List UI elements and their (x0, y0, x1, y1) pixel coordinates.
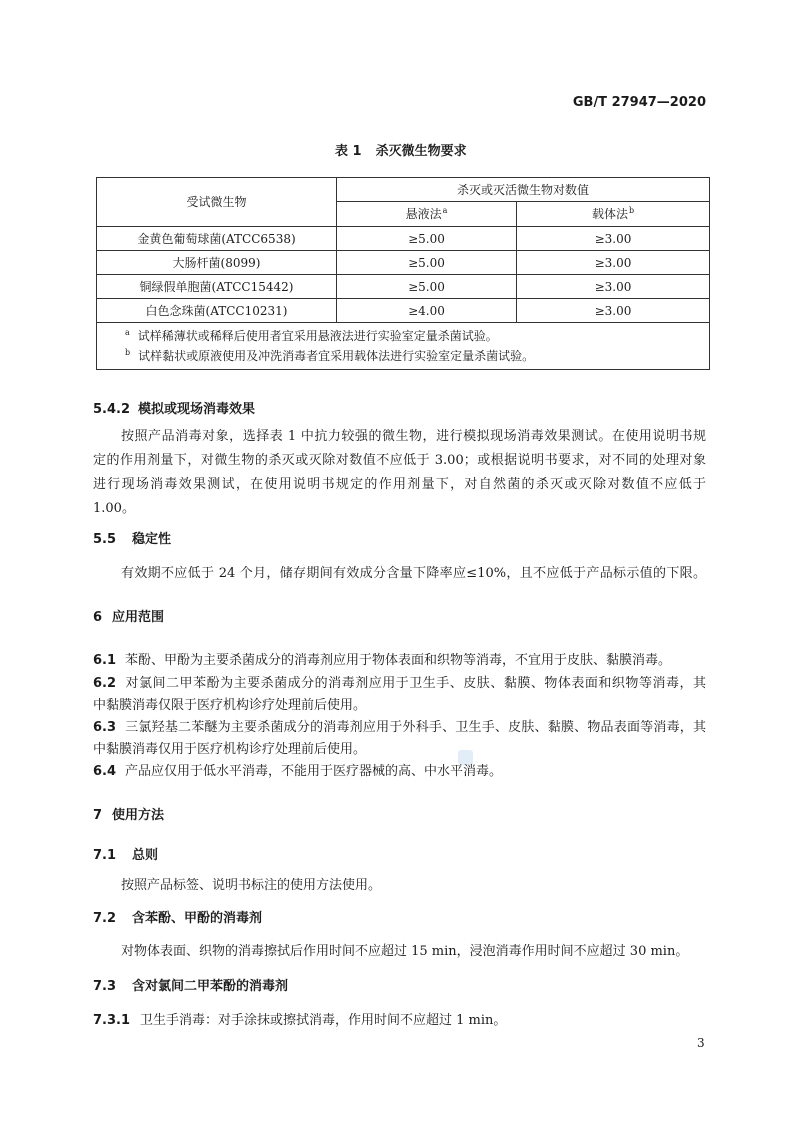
clause-number: 5.4.2 (93, 402, 131, 417)
carrier-value: ≥3.00 (517, 299, 710, 323)
clause-title: 总则 (132, 848, 159, 863)
carrier-label: 载体法 (591, 207, 628, 221)
col-header-carrier (517, 202, 710, 227)
table-row (97, 275, 710, 299)
table-footnotes (97, 323, 710, 370)
suspension-note-mark: a (442, 206, 448, 215)
clause-5-5-body: 有效期不应低于 24 个月，储存期间有效成分含量下降率应≤10%，且不应低于产品标示值的下限。 (121, 566, 706, 581)
section-title: 使用方法 (112, 808, 165, 823)
col-header-suspension (337, 202, 517, 227)
table-title (335, 144, 467, 160)
clause-title: 含对氯间二甲苯酚的消毒剂 (132, 979, 289, 994)
clause-6-2-continued: 中黏膜消毒仅限于医疗机构诊疗处理前后使用。 (93, 698, 367, 713)
carrier-value: ≥3.00 (517, 251, 710, 275)
footnote-mark: a (125, 328, 130, 337)
col-header-log-reduction: 杀灭或灭活微生物对数值 (337, 178, 710, 202)
table-row (97, 251, 710, 275)
clause-text: 三氯羟基二苯醚为主要杀菌成分的消毒剂应用于外科手、卫生手、皮肤、黏膜、物品表面等消毒，其 (125, 720, 706, 735)
clause-5-4-2-heading (93, 402, 255, 418)
clause-5-4-2-line: 按照产品消毒对象，选择表 1 中抗力较强的微生物，进行模拟现场消毒效果测试。在使用说明书规 (121, 429, 706, 444)
table-label: 表 1 (335, 144, 362, 159)
clause-text: 对氯间二甲苯酚为主要杀菌成分的消毒剂应用于卫生手、皮肤、黏膜、物体表面和织物等消毒，其 (125, 676, 706, 691)
clause-6-4 (93, 764, 502, 780)
clause-number: 6.4 (93, 764, 117, 779)
organism-cell: 大肠杆菌(8099) (97, 251, 337, 275)
clause-text: 苯酚、甲酚为主要杀菌成分的消毒剂应用于物体表面和织物等消毒，不宜用于皮肤、黏膜消毒。 (125, 653, 672, 668)
suspension-value: ≥5.00 (337, 251, 517, 275)
clause-7-2-body: 对物体表面、织物的消毒擦拭后作用时间不应超过 15 min，浸泡消毒作用时间不应超过 30 min。 (121, 944, 689, 959)
clause-title: 含苯酚、甲酚的消毒剂 (132, 911, 263, 926)
suspension-value: ≥5.00 (337, 275, 517, 299)
clause-5-5-heading (93, 532, 171, 548)
footnote-mark: b (125, 348, 131, 357)
section-7-heading (93, 808, 164, 824)
watermark-logo (458, 750, 473, 765)
clause-7-1-body: 按照产品标签、说明书标注的使用方法使用。 (121, 878, 382, 893)
section-number: 6 (93, 610, 103, 625)
clause-text: 产品应仅用于低水平消毒，不能用于医疗器械的高、中水平消毒。 (125, 764, 503, 779)
footnote-text: 试样黏状或原液使用及冲洗消毒者宜采用载体法进行实验室定量杀菌试验。 (138, 349, 535, 363)
clause-7-3-heading (93, 979, 288, 995)
clause-6-1 (93, 653, 671, 669)
organism-cell: 白色念珠菌(ATCC10231) (97, 299, 337, 323)
clause-7-1-heading (93, 848, 158, 864)
section-6-heading (93, 610, 164, 626)
clause-number: 7.1 (93, 848, 117, 863)
carrier-note-mark: b (628, 206, 635, 215)
footnote-a (125, 326, 709, 346)
organism-cell: 金黄色葡萄球菌(ATCC6538) (97, 227, 337, 251)
organism-cell: 铜绿假单胞菌(ATCC15442) (97, 275, 337, 299)
clause-number: 7.3 (93, 979, 117, 994)
col-header-organism: 受试微生物 (97, 178, 337, 227)
clause-6-3-continued: 中黏膜消毒仅用于医疗机构诊疗处理前后使用。 (93, 742, 367, 757)
footnote-text: 试样稀薄状或稀释后使用者宜采用悬液法进行实验室定量杀菌试验。 (137, 329, 498, 343)
suspension-value: ≥4.00 (337, 299, 517, 323)
table-row (97, 299, 710, 323)
clause-5-4-2-line: 进行现场消毒效果测试，在使用说明书规定的作用剂量下，对自然菌的杀灭或灭除对数值不应低于 (93, 477, 706, 492)
section-title: 应用范围 (112, 610, 165, 625)
microorganism-requirements-table (96, 177, 710, 370)
table-caption: 杀灭微生物要求 (375, 144, 467, 159)
suspension-label: 悬液法 (405, 207, 442, 221)
clause-6-2 (93, 676, 706, 692)
carrier-value: ≥3.00 (517, 275, 710, 299)
clause-5-4-2-line: 定的作用剂量下，对微生物的杀灭或灭除对数值不应低于 3.00；或根据说明书要求，对不同的处理对象 (93, 453, 706, 468)
carrier-value: ≥3.00 (517, 227, 710, 251)
clause-text: 卫生手消毒：对手涂抹或擦拭消毒，作用时间不应超过 1 min。 (140, 1013, 507, 1028)
suspension-value: ≥5.00 (337, 227, 517, 251)
clause-7-3-1 (93, 1013, 506, 1029)
footnote-b (125, 346, 709, 366)
table-row (97, 227, 710, 251)
clause-number: 7.3.1 (93, 1013, 131, 1028)
standard-number: GB/T 27947—2020 (572, 95, 706, 110)
clause-number: 7.2 (93, 911, 117, 926)
clause-number: 6.1 (93, 653, 117, 668)
clause-7-2-heading (93, 911, 262, 927)
clause-5-4-2-line: 1.00。 (93, 501, 135, 516)
clause-6-3 (93, 720, 706, 736)
clause-number: 6.3 (93, 720, 117, 735)
clause-number: 6.2 (93, 676, 117, 691)
page-number: 3 (697, 1036, 705, 1050)
clause-title: 稳定性 (132, 532, 172, 547)
section-number: 7 (93, 808, 103, 823)
clause-title: 模拟或现场消毒效果 (138, 402, 256, 417)
clause-number: 5.5 (93, 532, 117, 547)
